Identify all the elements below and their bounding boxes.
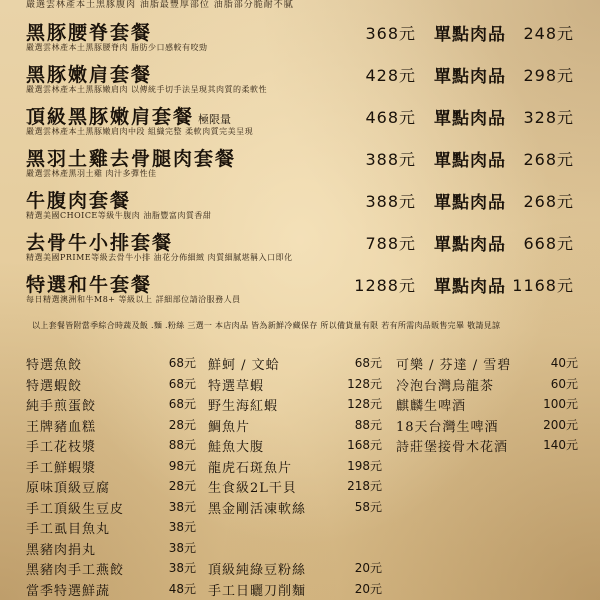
menu-item-name: 頂級純綠豆粉絲 xyxy=(208,563,307,578)
single-meat-label: 單點肉品 xyxy=(434,193,506,213)
menu-item-name: 可樂 / 芬達 / 雪碧 xyxy=(396,358,512,373)
a-la-carte-column-3 xyxy=(396,354,578,457)
set-meal-price: 428元 xyxy=(365,66,416,85)
menu-item-price: 128元 xyxy=(347,397,382,411)
set-meal-price: 388元 xyxy=(365,192,416,211)
menu-item-price: 58元 xyxy=(354,499,382,514)
menu-item-price: 48元 xyxy=(168,581,196,596)
set-meal-description: 每日精選澳洲和牛M8+ 等級以上 詳細部位請洽服務人員 xyxy=(26,295,241,304)
menu-item-row xyxy=(26,457,196,478)
menu-item-price: 40元 xyxy=(550,356,578,370)
menu-item-price: 38元 xyxy=(168,561,196,575)
menu-item-name: 野生海紅蝦 xyxy=(208,399,279,414)
set-meal-row xyxy=(0,98,600,140)
set-meals-list xyxy=(0,14,600,308)
set-meal-price: 788元 xyxy=(365,234,416,253)
menu-item-price: 20元 xyxy=(354,561,382,575)
set-meal-name xyxy=(26,60,156,87)
menu-item-row xyxy=(26,559,196,580)
single-meat-label: 單點肉品 xyxy=(434,151,506,171)
set-meal-description: 精選美國CHOICE等級牛腹肉 油脂豐富肉質香甜 xyxy=(26,211,212,220)
top-cutoff-text: 嚴選雲林產本土黑豚腹肉 油脂最豐厚部位 油脂部分脆耐不膩 xyxy=(26,0,294,10)
menu-item-name: 冷泡台灣烏龍茶 xyxy=(396,378,495,394)
single-meat-label: 單點肉品 xyxy=(434,109,506,129)
set-meal-title: 頂級黑豚嫩肩套餐 xyxy=(26,106,195,128)
single-meat-price: 268元 xyxy=(523,150,574,169)
menu-item-name: 黑金剛活凍軟絲 xyxy=(208,501,307,517)
set-meal-title: 去骨牛小排套餐 xyxy=(26,232,174,254)
menu-item-name: 手工頂級生豆皮 xyxy=(26,501,125,517)
menu-item-price: 128元 xyxy=(347,376,382,391)
menu-item-row xyxy=(208,395,382,416)
set-meal-price: 388元 xyxy=(365,150,416,169)
set-meal-row xyxy=(0,182,600,224)
menu-item-name: 特選蝦餃 xyxy=(26,378,83,394)
set-meal-title: 黑豚嫩肩套餐 xyxy=(26,64,153,86)
menu-item-row xyxy=(208,498,382,519)
menu-item-row xyxy=(26,477,196,498)
set-meal-row xyxy=(0,14,600,56)
menu-item-name: 特選魚餃 xyxy=(26,358,83,373)
menu-item-row xyxy=(208,559,382,580)
menu-item-price: 68元 xyxy=(168,376,196,391)
menu-item-price: 28元 xyxy=(168,479,196,493)
menu-item-name: 原味頂級豆腐 xyxy=(26,481,111,496)
menu-item-row xyxy=(208,457,382,478)
single-meat-price: 1168元 xyxy=(512,276,574,295)
set-meal-name xyxy=(26,228,177,255)
menu-item-price: 200元 xyxy=(543,417,578,432)
set-meal-title: 牛腹肉套餐 xyxy=(26,190,132,212)
set-meal-description: 嚴選雲林產本土黑豚腰脊肉 脂肪少口感較有咬勁 xyxy=(26,43,208,52)
menu-item-row xyxy=(208,477,382,498)
set-meal-price: 468元 xyxy=(365,108,416,127)
single-meat-label: 單點肉品 xyxy=(434,235,506,255)
menu-item-price: 68元 xyxy=(354,356,382,370)
menu-item-price: 20元 xyxy=(354,581,382,596)
single-meat-price: 248元 xyxy=(523,24,574,43)
menu-item-row xyxy=(26,539,196,560)
set-meal-title: 黑豚腰脊套餐 xyxy=(26,22,153,44)
menu-item-row xyxy=(26,436,196,457)
menu-item-price: 88元 xyxy=(168,438,196,452)
menu-item-name: 生食級2L干貝 xyxy=(208,481,297,496)
menu-item-name: 龍虎石斑魚片 xyxy=(208,460,293,476)
menu-item-row xyxy=(26,580,196,600)
set-meal-row xyxy=(0,56,600,98)
menu-item-price: 38元 xyxy=(168,540,196,555)
menu-item-price: 140元 xyxy=(543,438,578,452)
set-meal-tag: 極限量 xyxy=(198,113,232,126)
set-meal-description: 嚴選雲林產黑羽土雞 肉汁多彈性佳 xyxy=(26,169,157,178)
menu-item-name: 特選草蝦 xyxy=(208,378,265,394)
menu-item-row xyxy=(396,354,578,375)
menu-item-price: 198元 xyxy=(347,458,382,473)
menu-item-price: 28元 xyxy=(168,417,196,432)
menu-item-price: 88元 xyxy=(354,417,382,432)
menu-item-name: 王牌豬血糕 xyxy=(26,419,97,435)
menu-item-name: 黑豬肉手工燕餃 xyxy=(26,563,125,578)
single-meat-label: 單點肉品 xyxy=(434,25,506,45)
menu-item-row xyxy=(208,436,382,457)
menu-item-name: 鮭魚大腹 xyxy=(208,440,265,455)
set-meal-name xyxy=(26,18,156,45)
single-meat-label: 單點肉品 xyxy=(434,67,506,87)
menu-item-name: 手工花枝漿 xyxy=(26,440,97,455)
menu-item-row xyxy=(396,395,578,416)
set-meal-description: 嚴選雲林產本土黑豚嫩肩肉 以傳統手切手法呈現其肉質的柔軟性 xyxy=(26,85,268,94)
menu-item-row xyxy=(26,354,196,375)
menu-item-name: 麒麟生啤酒 xyxy=(396,399,467,414)
single-meat-price: 328元 xyxy=(523,108,574,127)
set-meal-name xyxy=(26,102,231,129)
set-meal-description: 嚴選雲林產本土黑豚嫩肩肉中段 組織完整 柔軟肉質完美呈現 xyxy=(26,127,254,136)
menu-item-name: 手工鮮蝦漿 xyxy=(26,460,97,476)
menu-item-row xyxy=(208,416,382,437)
single-meat-price: 298元 xyxy=(523,66,574,85)
set-meal-title: 特選和牛套餐 xyxy=(26,274,153,296)
menu-item-name: 純手煎蛋餃 xyxy=(26,399,97,414)
menu-item-price: 168元 xyxy=(347,438,382,452)
set-meal-title: 黑羽土雞去骨腿肉套餐 xyxy=(26,148,237,170)
menu-item-price: 68元 xyxy=(168,397,196,411)
menu-item-row xyxy=(26,416,196,437)
set-meal-row xyxy=(0,140,600,182)
menu-item-name: 手工日曬刀削麵 xyxy=(208,583,307,599)
set-meal-name xyxy=(26,270,156,297)
menu-item-name: 手工虱目魚丸 xyxy=(26,522,111,537)
menu-item-price: 98元 xyxy=(168,458,196,473)
menu-item-name: 鮮蚵 / 文蛤 xyxy=(208,358,280,373)
menu-item-name: 黑豬肉捐丸 xyxy=(26,542,97,558)
set-meal-row xyxy=(0,266,600,308)
menu-item-row xyxy=(208,580,382,600)
set-meal-row xyxy=(0,224,600,266)
set-meal-description: 精選美國PRIME等級去骨牛小排 油花分佈細緻 肉質細膩堪稱入口即化 xyxy=(26,253,293,262)
set-meal-name xyxy=(26,186,135,213)
single-meat-price: 268元 xyxy=(523,192,574,211)
single-meat-price: 668元 xyxy=(523,234,574,253)
menu-item-row xyxy=(208,539,382,560)
set-meal-price: 368元 xyxy=(365,24,416,43)
menu-item-row xyxy=(208,375,382,396)
menu-item-row xyxy=(26,395,196,416)
menu-item-row xyxy=(26,518,196,539)
menu-item-row xyxy=(396,375,578,396)
set-meal-price: 1288元 xyxy=(354,276,416,295)
menu-item-name: 18天台灣生啤酒 xyxy=(396,419,499,435)
set-meal-notice: 以上套餐皆附當季綜合時蔬及飯 .麵 .粉絲 三選一 本店肉品 皆為新鮮冷藏保存 所以備貨量有限 若有所需肉品販售完畢 敬請見諒 xyxy=(32,321,501,330)
a-la-carte-column-1 xyxy=(26,354,196,600)
set-meal-name xyxy=(26,144,240,171)
menu-item-name: 當季特選鮮蔬 xyxy=(26,583,111,599)
menu-item-row xyxy=(26,375,196,396)
menu-item-row xyxy=(396,416,578,437)
menu-item-row xyxy=(208,354,382,375)
a-la-carte-column-2 xyxy=(208,354,382,600)
menu-item-price: 100元 xyxy=(543,397,578,411)
menu-item-price: 68元 xyxy=(168,356,196,370)
menu-item-row xyxy=(396,436,578,457)
menu-item-price: 38元 xyxy=(168,520,196,534)
menu-item-row xyxy=(26,498,196,519)
menu-item-price: 60元 xyxy=(550,376,578,391)
menu-item-row xyxy=(208,518,382,539)
menu-item-price: 218元 xyxy=(347,479,382,493)
menu-item-name: 鯛魚片 xyxy=(208,419,251,435)
menu-item-name: 詩莊堡接骨木花酒 xyxy=(396,440,509,455)
single-meat-label: 單點肉品 xyxy=(434,277,506,297)
menu-item-price: 38元 xyxy=(168,499,196,514)
